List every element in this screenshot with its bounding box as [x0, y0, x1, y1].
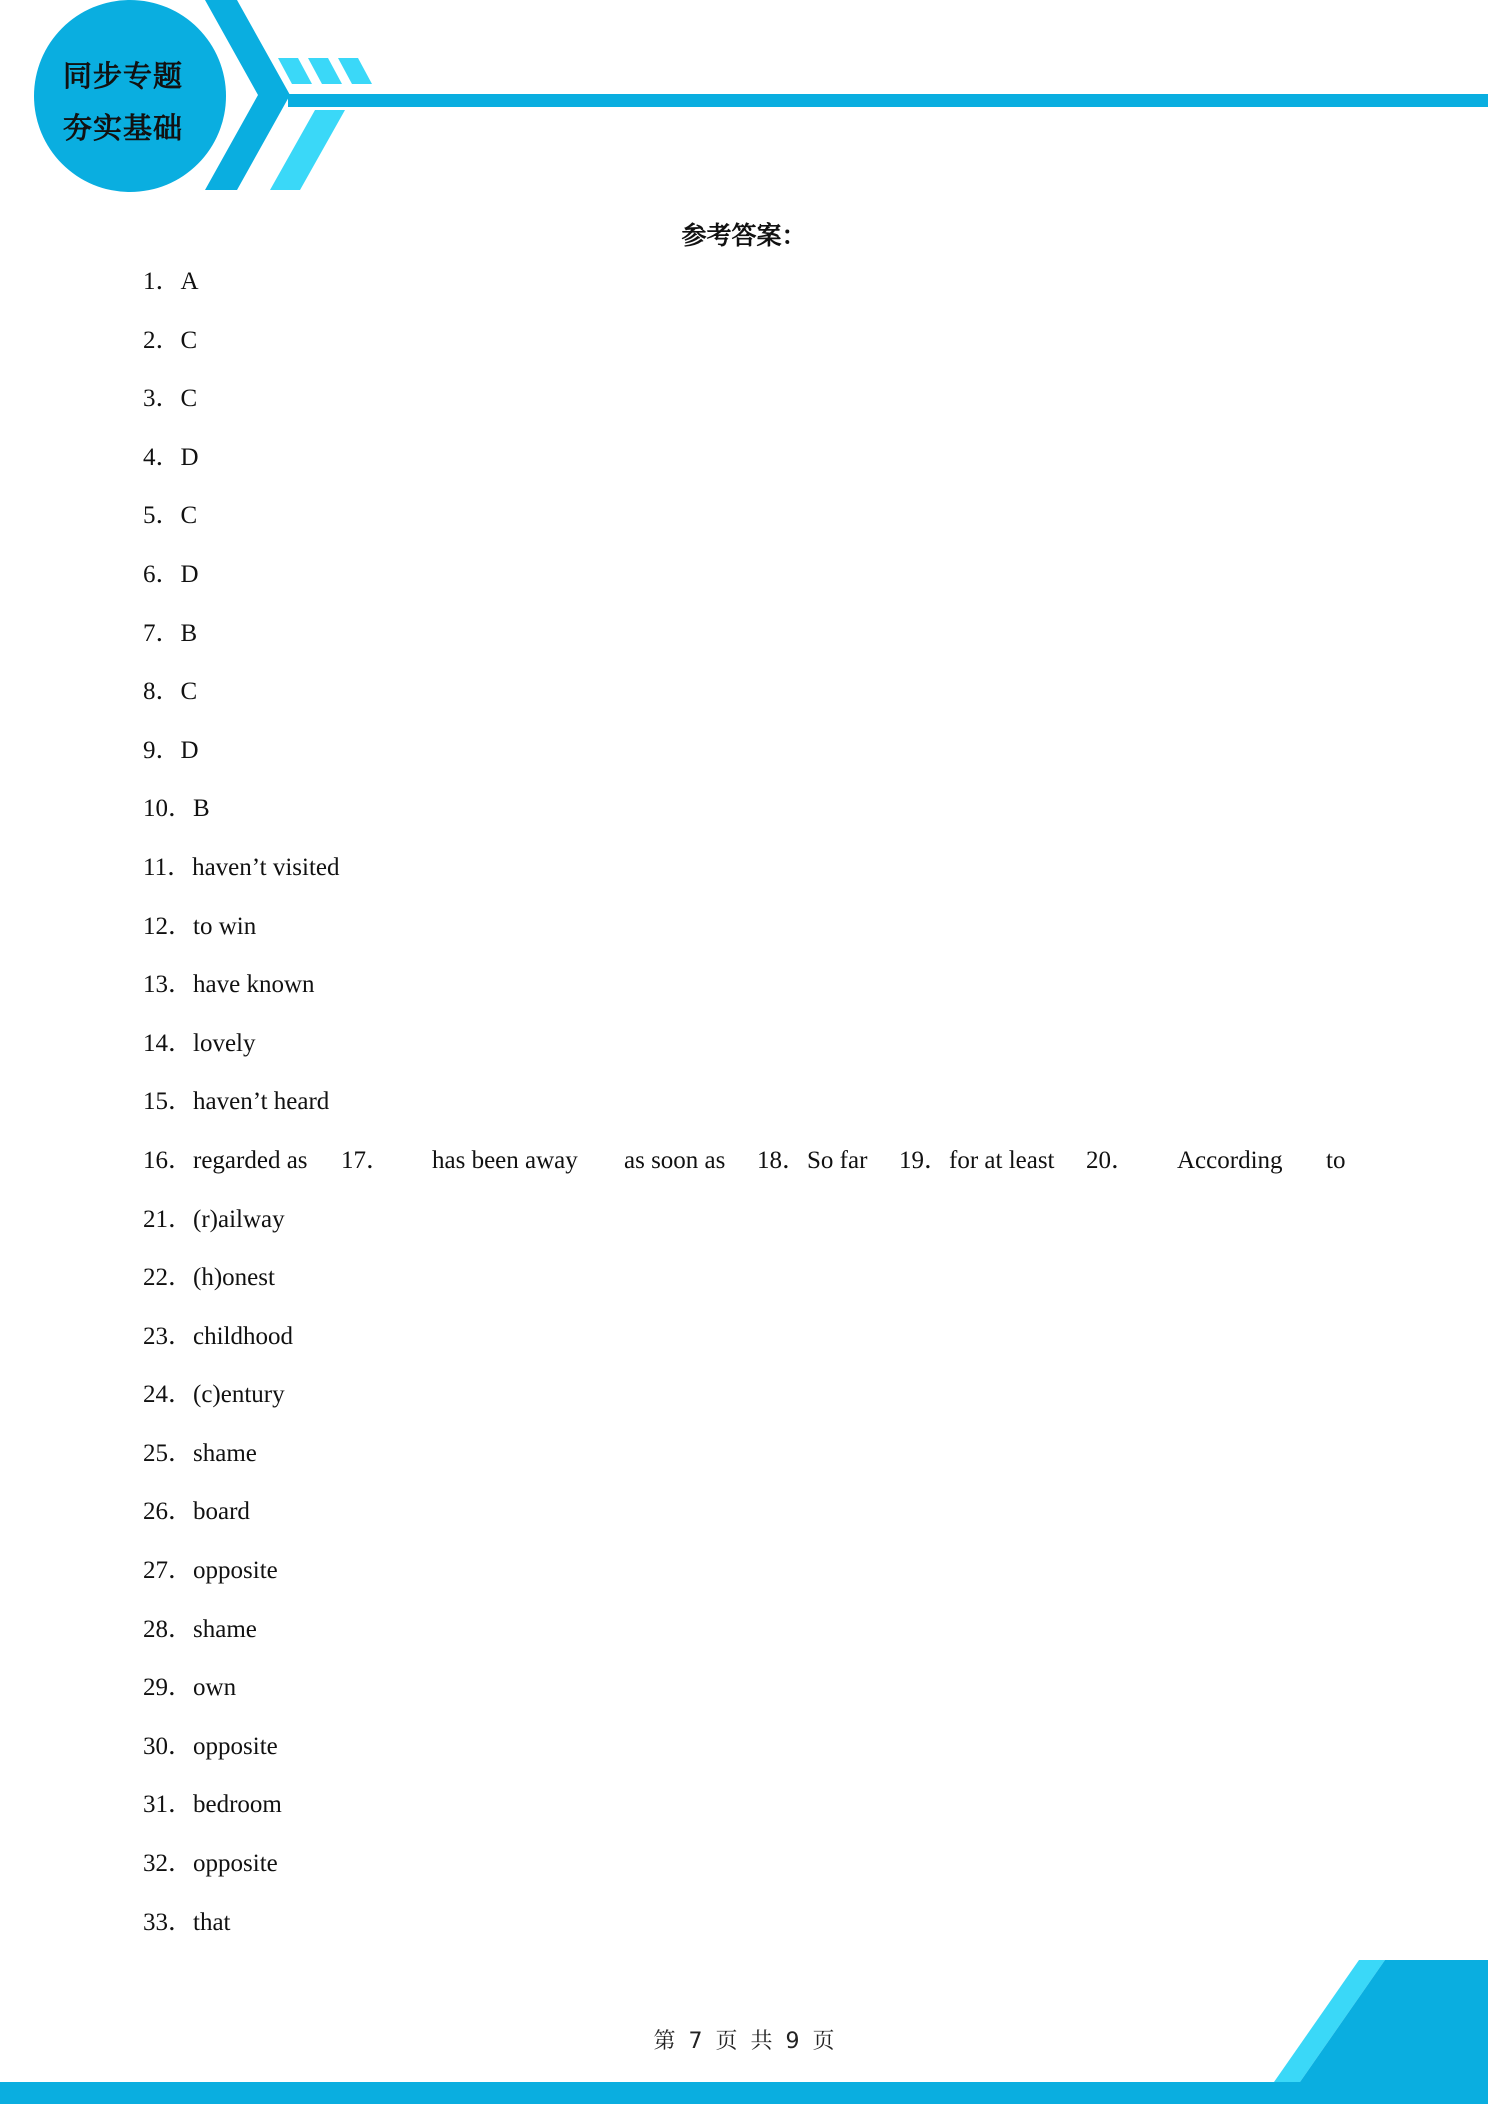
- answer-text: C: [180, 385, 198, 413]
- answer-text: have known: [193, 971, 315, 999]
- answer-item: [143, 1317, 1363, 1376]
- answer-item: [143, 1434, 1363, 1493]
- answer-text: C: [180, 326, 198, 354]
- answer-item: [143, 965, 1363, 1024]
- answer-text: D: [180, 443, 199, 471]
- answer-number: 21．: [143, 1205, 194, 1233]
- answer-item: [143, 555, 1363, 614]
- answer-item: [143, 789, 1363, 848]
- answer-number: 29．: [143, 1674, 194, 1702]
- answer-20-part1: According: [1177, 1146, 1283, 1174]
- answer-19: 19．for at least: [899, 1146, 1055, 1174]
- header-stripe-2: [308, 58, 342, 84]
- answer-20-part2: to: [1326, 1146, 1346, 1174]
- answer-number: 15．: [143, 1088, 194, 1116]
- answer-text: own: [193, 1674, 237, 1702]
- answer-item: [143, 672, 1363, 731]
- answer-item: [143, 1610, 1363, 1669]
- answer-item: [143, 614, 1363, 673]
- answer-text: B: [193, 795, 210, 823]
- answer-item: [143, 907, 1363, 966]
- answer-item-multi: [143, 1141, 1363, 1200]
- answer-item: [143, 262, 1363, 321]
- answer-text: bedroom: [193, 1791, 282, 1819]
- answer-17-part2: as soon as: [624, 1146, 726, 1174]
- answer-list: [143, 262, 1363, 1961]
- footer-rule: [0, 2082, 1488, 2104]
- answer-text: lovely: [193, 1029, 256, 1057]
- answer-item: [143, 1668, 1363, 1727]
- answer-number: 1．: [143, 268, 181, 295]
- answer-number: 33．: [143, 1908, 194, 1936]
- answer-text: shame: [193, 1439, 257, 1467]
- answer-text: haven’t visited: [192, 853, 340, 881]
- answer-16: 16．regarded as: [143, 1146, 308, 1174]
- answer-item: [143, 1785, 1363, 1844]
- answer-item: [143, 1903, 1363, 1962]
- page-title: 参考答案：: [681, 221, 807, 250]
- answer-text: board: [193, 1498, 250, 1526]
- answer-number: 23．: [143, 1322, 194, 1350]
- answer-item: [143, 1844, 1363, 1903]
- answer-number: 28．: [143, 1615, 194, 1643]
- answer-number: 25．: [143, 1439, 194, 1467]
- header-rule: [288, 94, 1488, 107]
- badge-title-line1: 同步专题: [62, 59, 183, 93]
- answer-number: 30．: [143, 1732, 194, 1760]
- header-stripe-1: [278, 58, 312, 84]
- answer-text: (r)ailway: [193, 1205, 285, 1233]
- answer-17-number: 17．: [341, 1146, 392, 1174]
- answer-text: opposite: [193, 1557, 278, 1585]
- answer-number: 9．: [143, 736, 181, 764]
- badge-title-line2: 夯实基础: [62, 111, 183, 145]
- answer-number: 27．: [143, 1557, 194, 1585]
- answer-item: [143, 1258, 1363, 1317]
- answer-item: [143, 438, 1363, 497]
- page-number: 第 7 页 共 9 页: [653, 2029, 835, 2054]
- answer-text: haven’t heard: [193, 1088, 330, 1116]
- answer-number: 12．: [143, 912, 194, 940]
- answer-text: D: [180, 560, 199, 588]
- answer-number: 26．: [143, 1498, 194, 1526]
- answer-text: A: [180, 268, 199, 295]
- answer-number: 4．: [143, 443, 181, 471]
- answer-number: 7．: [143, 619, 181, 647]
- answer-text: opposite: [193, 1850, 278, 1878]
- answer-text: C: [180, 502, 198, 530]
- answer-item: [143, 1024, 1363, 1083]
- answer-item: [143, 1551, 1363, 1610]
- header-arrow-highlight: [270, 110, 345, 190]
- answer-number: 14．: [143, 1029, 194, 1057]
- answer-item: [143, 1375, 1363, 1434]
- header-banner: [0, 0, 1488, 200]
- answer-item: [143, 1082, 1363, 1141]
- answer-item: [143, 1727, 1363, 1786]
- answer-number: 32．: [143, 1850, 194, 1878]
- answer-text: shame: [193, 1615, 257, 1643]
- answer-number: 22．: [143, 1264, 194, 1292]
- answer-text: opposite: [193, 1732, 278, 1760]
- answer-item: [143, 1200, 1363, 1259]
- answer-item: [143, 1492, 1363, 1551]
- answer-number: 11．: [143, 853, 193, 881]
- answer-text: childhood: [193, 1322, 294, 1350]
- answer-number: 5．: [143, 502, 181, 530]
- header-stripe-3: [338, 58, 372, 84]
- header-badge-circle: [34, 0, 226, 192]
- answer-item: [143, 496, 1363, 555]
- answer-text: B: [180, 619, 198, 647]
- answer-number: 8．: [143, 678, 181, 706]
- answer-number: 13．: [143, 971, 194, 999]
- answer-item: [143, 848, 1363, 907]
- answer-item: [143, 731, 1363, 790]
- answer-number: 3．: [143, 385, 181, 413]
- answer-18: 18．So far: [757, 1146, 868, 1174]
- answer-item: [143, 379, 1363, 438]
- answer-20-number: 20．: [1086, 1146, 1137, 1174]
- answer-text: that: [193, 1908, 231, 1936]
- answer-number: 6．: [143, 560, 181, 588]
- answer-17-part1: has been away: [432, 1146, 578, 1174]
- answer-number: 24．: [143, 1381, 194, 1409]
- answer-number: 10．: [143, 795, 194, 823]
- answer-text: (c)entury: [193, 1381, 285, 1409]
- answer-text: C: [180, 678, 198, 706]
- answer-text: D: [180, 736, 199, 764]
- answer-number: 2．: [143, 326, 181, 354]
- answer-text: (h)onest: [193, 1264, 275, 1292]
- answer-number: 31．: [143, 1791, 194, 1819]
- answer-item: [143, 321, 1363, 380]
- answer-text: to win: [193, 912, 257, 940]
